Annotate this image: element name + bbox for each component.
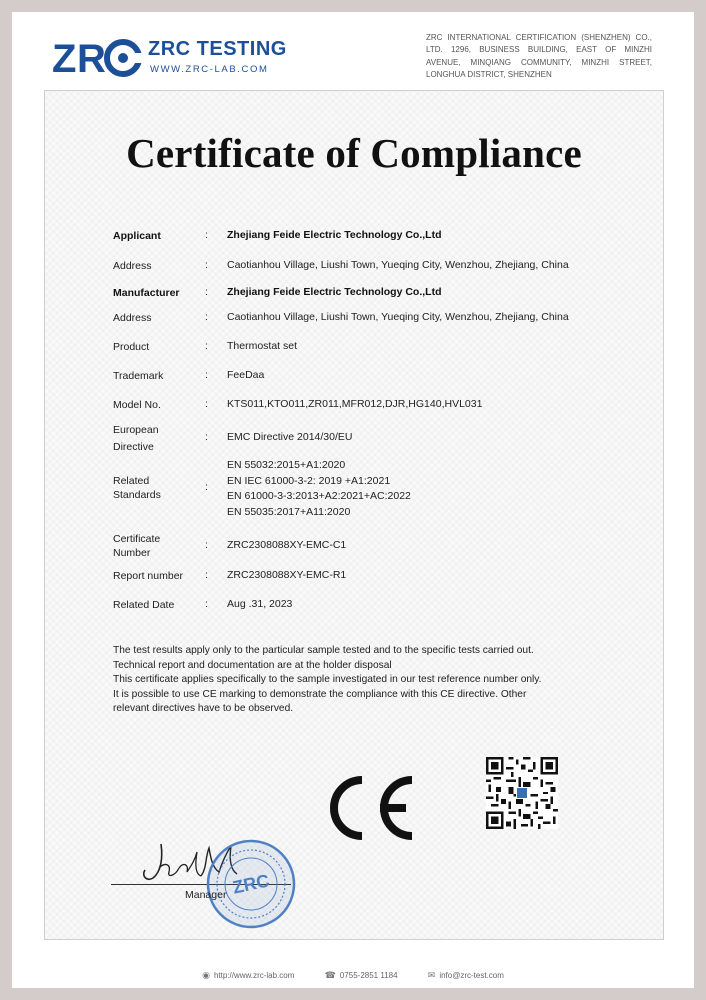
- model-value: KTS011,KTO011,ZR011,MFR012,DJR,HG140,HVL031: [227, 398, 483, 410]
- related-date-value: Aug .31, 2023: [227, 598, 293, 610]
- standards-label-line-1: Related: [113, 475, 150, 487]
- colon: :: [205, 286, 208, 298]
- website-text: http://www.zrc-lab.com: [213, 971, 295, 980]
- applicant-value: Zhejiang Feide Electric Technology Co.,Ltd: [227, 229, 442, 241]
- directive-label-line-1: European: [113, 424, 159, 436]
- standards-label-line-2: Standards: [113, 489, 161, 501]
- globe-icon: ◉: [202, 970, 210, 980]
- report-number-label: Report number: [113, 570, 184, 582]
- certificate-title: Certificate of Compliance: [126, 130, 582, 176]
- colon: :: [205, 340, 208, 352]
- footer-contact: [12, 970, 694, 981]
- manufacturer-value: Zhejiang Feide Electric Technology Co.,Ltd: [227, 286, 442, 298]
- certificate-number-value: ZRC2308088XY-EMC-C1: [227, 539, 347, 551]
- standards-label: [113, 474, 199, 502]
- product-value: Thermostat set: [227, 340, 298, 352]
- footer-phone[interactable]: [325, 971, 400, 980]
- model-label: Model No.: [113, 399, 161, 411]
- colon: :: [205, 481, 208, 493]
- colon: :: [205, 369, 208, 381]
- address-label: Address: [113, 260, 152, 272]
- certificate-label-line-1: Certificate: [113, 533, 161, 545]
- phone-text: 0755-2851 1184: [339, 971, 398, 980]
- note-line: This certificate applies specifically to the sample investigated in our test reference number only.: [113, 674, 542, 686]
- brand-url: WWW.ZRC-LAB.COM: [150, 64, 269, 75]
- standard-item: EN IEC 61000-3-2: 2019 +A1:2021: [227, 474, 391, 487]
- trademark-label: Trademark: [113, 370, 164, 382]
- certificate-number-label: [113, 532, 199, 560]
- certificate-page: [12, 12, 694, 988]
- address-label: Address: [113, 312, 152, 324]
- email-text: info@zrc-test.com: [439, 971, 504, 980]
- colon: :: [205, 539, 208, 551]
- note-line: Technical report and documentation are at the holder disposal: [113, 659, 392, 671]
- colon: :: [205, 431, 208, 443]
- colon: :: [205, 259, 208, 271]
- svg-text:R: R: [77, 37, 106, 80]
- colon: :: [205, 229, 208, 241]
- standards-list: [227, 458, 647, 520]
- directive-value: EMC Directive 2014/30/EU: [227, 431, 353, 443]
- zrc-seal-stamp: [205, 838, 297, 930]
- report-number-value: ZRC2308088XY-EMC-R1: [227, 569, 347, 581]
- zrc-logo-mark-icon: [52, 34, 144, 80]
- certificate-label-line-2: Number: [113, 547, 151, 559]
- standard-item: EN 61000-3-3:2013+A2:2021+AC:2022: [227, 490, 411, 502]
- applicant-address-value: Caotianhou Village, Liushi Town, Yueqing City, Wenzhou, Zhejiang, China: [227, 259, 569, 271]
- related-date-label: Related Date: [113, 599, 175, 611]
- envelope-icon: ✉: [427, 970, 436, 980]
- company-address: ZRC INTERNATIONAL CERTIFICATION (SHENZHEN) CO., LTD. 1296, BUSINESS BUILDING, EAST OF MINZHI AVENUE, MINQIANG COMMUNITY, MINZHI STREET, LONGHUA DISTRICT, SHENZHEN: [426, 33, 652, 79]
- zrc-logo: [52, 34, 292, 84]
- certificate-notes: [113, 644, 583, 717]
- standard-item: EN 55035:2017+A11:2020: [227, 505, 351, 518]
- svg-text:Z: Z: [52, 37, 77, 80]
- brand-name: ZRC TESTING: [148, 38, 287, 60]
- colon: :: [205, 398, 208, 410]
- colon: :: [205, 598, 208, 610]
- manufacturer-label: Manufacturer: [113, 287, 180, 299]
- signature-area: [101, 826, 301, 936]
- product-label: Product: [113, 341, 150, 353]
- applicant-label: Applicant: [113, 230, 161, 242]
- signatory-role: Manager: [185, 889, 227, 901]
- colon: :: [205, 311, 208, 323]
- standard-item: EN 55032:2015+A1:2020: [227, 459, 346, 471]
- directive-label: [113, 422, 199, 456]
- manufacturer-address-value: Caotianhou Village, Liushi Town, Yueqing City, Wenzhou, Zhejiang, China: [227, 311, 569, 323]
- footer-email[interactable]: [428, 971, 504, 980]
- phone-icon: ☎: [324, 970, 336, 980]
- footer-website[interactable]: [202, 971, 297, 980]
- trademark-value: FeeDaa: [227, 369, 265, 381]
- seal-text: ZRC: [230, 870, 272, 898]
- note-line: The test results apply only to the particular sample tested and to the specific tests carried out.: [113, 645, 534, 656]
- note-line: relevant directives have to be observed.: [113, 703, 294, 715]
- qr-code[interactable]: [486, 757, 558, 829]
- directive-label-line-2: Directive: [113, 441, 154, 453]
- colon: :: [205, 569, 208, 581]
- note-line: It is possible to use CE marking to demonstrate the compliance with this CE directive. Other: [113, 688, 527, 700]
- ce-mark-icon: [322, 772, 416, 844]
